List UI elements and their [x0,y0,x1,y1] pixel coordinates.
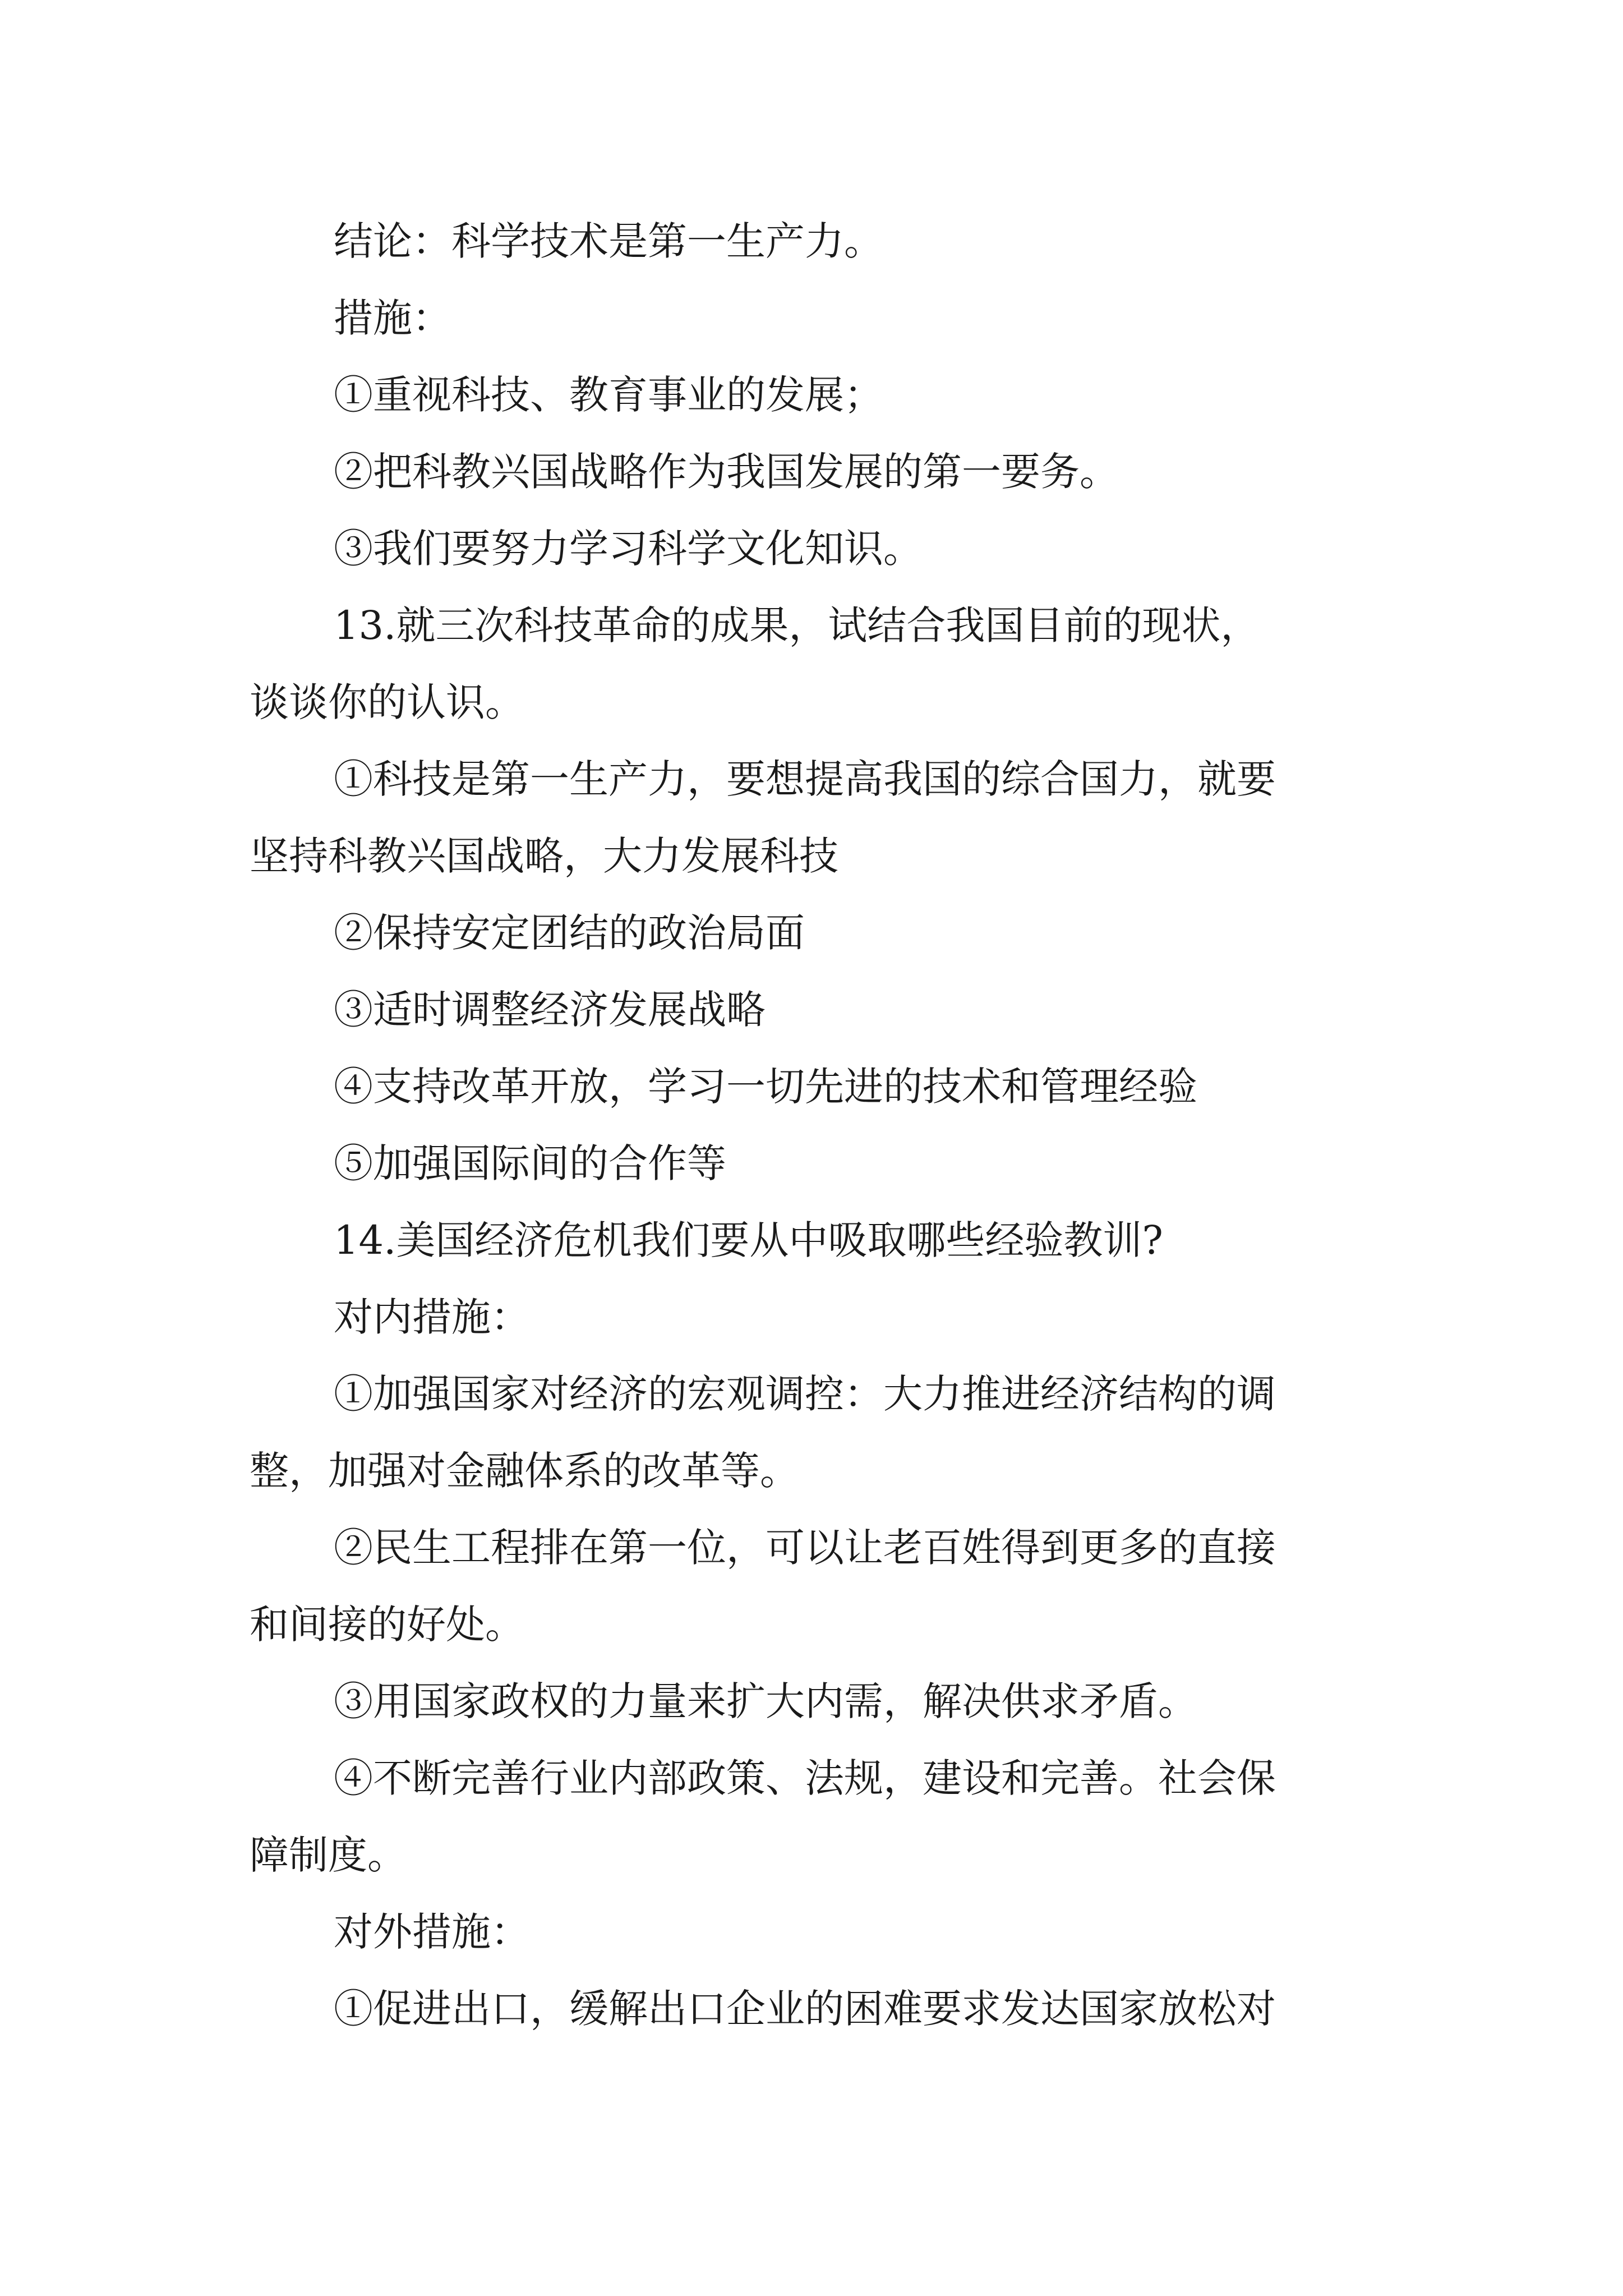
measure-item-3: ③我们要努力学习科学文化知识。 [334,526,923,572]
domestic-item-4: ④不断完善行业内部政策、法规，建设和完善。社会保 [334,1755,1276,1801]
domestic-item-2-continued: 和间接的好处。 [250,1602,524,1648]
domestic-item-3: ③用国家政权的力量来扩大内需，解决供求矛盾。 [334,1678,1197,1724]
answer-13-item-1-continued: 坚持科教兴国战略，大力发展科技 [250,833,838,879]
domestic-item-1-continued: 整，加强对金融体系的改革等。 [250,1448,799,1494]
question-13-continued: 谈谈你的认识。 [250,679,524,725]
domestic-measures-heading: 对内措施： [334,1294,530,1340]
measure-item-1: ①重视科技、教育事业的发展； [334,372,883,418]
domestic-item-2: ②民生工程排在第一位，可以让老百姓得到更多的直接 [334,1525,1276,1571]
answer-13-item-3: ③适时调整经济发展战略 [334,987,766,1033]
measures-heading: 措施： [334,295,451,341]
foreign-measures-heading: 对外措施： [334,1909,530,1955]
question-14: 14.美国经济危机我们要从中吸取哪些经验教训? [334,1217,1163,1263]
document-body [250,203,1388,2047]
question-13: 13.就三次科技革命的成果，试结合我国目前的现状， [334,602,1260,648]
conclusion-line: 结论：科学技术是第一生产力。 [334,218,883,264]
answer-13-item-1: ①科技是第一生产力，要想提高我国的综合国力，就要 [334,756,1276,802]
domestic-item-4-continued: 障制度。 [250,1832,407,1878]
measure-item-2: ②把科教兴国战略作为我国发展的第一要务。 [334,449,1119,495]
domestic-item-1: ①加强国家对经济的宏观调控：大力推进经济结构的调 [334,1371,1276,1417]
foreign-item-1: ①促进出口，缓解出口企业的困难要求发达国家放松对 [334,1986,1276,2032]
answer-13-item-4: ④支持改革开放，学习一切先进的技术和管理经验 [334,1064,1197,1110]
answer-13-item-2: ②保持安定团结的政治局面 [334,910,805,956]
answer-13-item-5: ⑤加强国际间的合作等 [334,1140,726,1186]
